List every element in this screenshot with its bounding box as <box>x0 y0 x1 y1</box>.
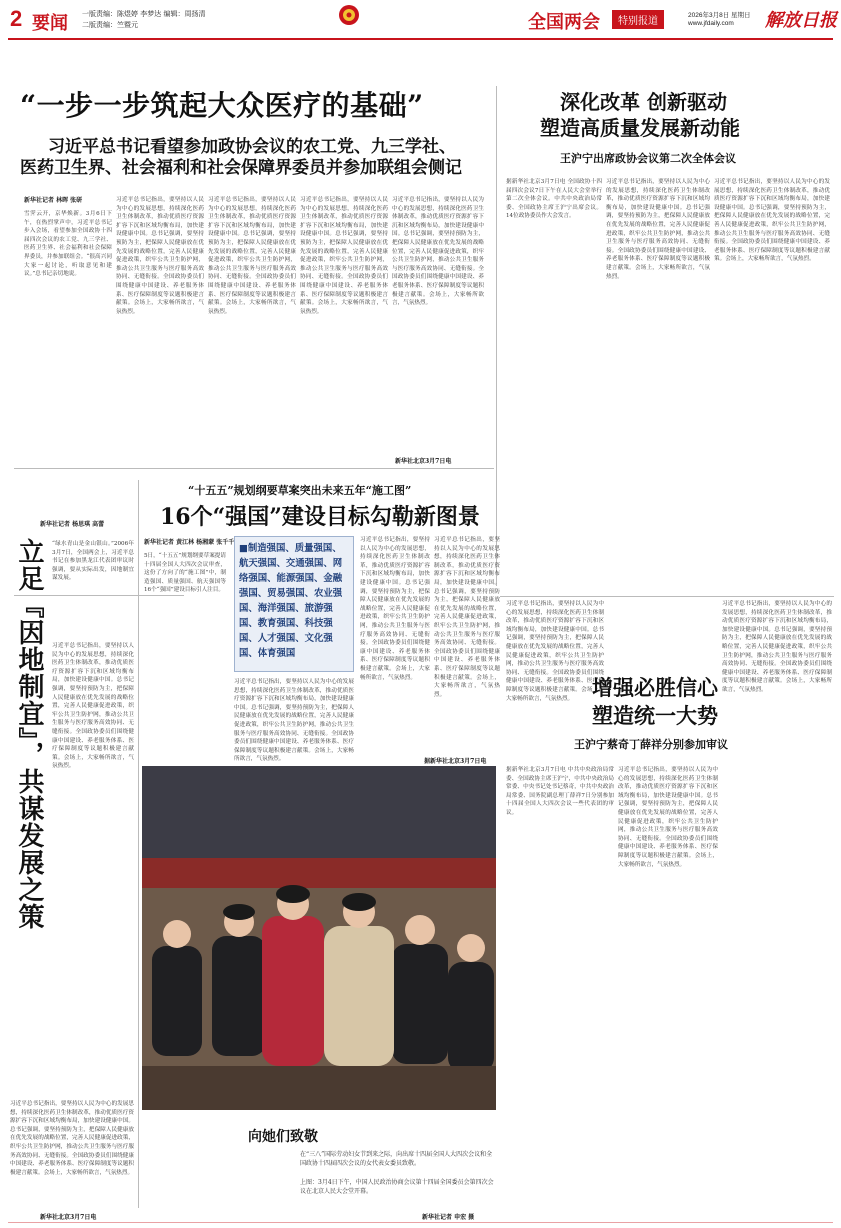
right-mid-subhead: 王沪宁蔡奇丁薛祥分别参加审议 <box>574 738 728 751</box>
header-rule <box>8 38 833 40</box>
column-divider <box>138 480 139 1208</box>
right-top-column: 习近平总书记指出，要坚持以人民为中心的发展思想，持续深化医药卫生体制改革，推动优质医疗资源扩容下沉和区域均衡布局，加快建设健康中国。总书记强调，要坚持预防为主，把保障人民健康放在优先发展的战略位置，完善人民健康促进政策，织牢公共卫生防护网，推动公共卫生服务与医疗服务高效协同、无缝衔接。全国政协委员们围绕健康中国建设、养老服务体系、医疗保障制度等议题积极建言献策。会场上，大家畅所欲言，气氛热烈。 <box>606 179 710 280</box>
right-top-lead: 据新华社北京3月7日电 全国政协十四届四次会议7日下午在人民大会堂举行第二次全体会议。中共中央政治局常委、全国政协主席王沪宁出席会议。14位政协委员作大会发言。 <box>506 179 602 220</box>
main-column: 习近平总书记指出，要坚持以人民为中心的发展思想，持续深化医药卫生体制改革，推动优质医疗资源扩容下沉和区域均衡布局，加快建设健康中国。总书记强调，要坚持预防为主，把保障人民健康放在优先发展的战略位置，完善人民健康促进政策，织牢公共卫生防护网，推动公共卫生服务与医疗服务高效协同、无缝衔接。全国政协委员们围绕健康中国建设、养老服务体系、医疗保障制度等议题积极建言献策。会场上，大家畅所欲言，气氛热烈。 <box>116 197 204 315</box>
page-number: 2 <box>10 6 23 31</box>
photo-caption-2: 上图：3月4日下午，中国人民政治协商会议第十四届全国委员会第四次会议在北京人民大会堂开幕。 <box>300 1179 494 1195</box>
issue-date: 2026年3月8日 星期日 <box>688 12 751 19</box>
right-top-headline-2: 塑造高质量发展新动能 <box>540 116 740 140</box>
feature-dateline: 据新华社北京3月7日电 <box>424 758 487 765</box>
divider <box>14 468 494 469</box>
photo-title: 向她们致敬 <box>248 1129 318 1145</box>
right-mid-column: 习近平总书记指出，要坚持以人民为中心的发展思想，持续深化医药卫生体制改革，推动优质医疗资源扩容下沉和区域均衡布局，加快建设健康中国。总书记强调，要坚持预防为主，把保障人民健康放在优先发展的战略位置，完善人民健康促进政策，织牢公共卫生防护网，推动公共卫生服务与医疗服务高效协同、无缝衔接。全国政协委员们围绕健康中国建设、养老服务体系、医疗保障制度等议题积极建言献策。会场上，大家畅所欲言，气氛热烈。 <box>506 601 604 702</box>
news-photo <box>142 766 496 1110</box>
strong-nation-list: ■制造强国、质量强国、航天强国、交通强国、网络强国、能源强国、金融强国、贸易强国、农业强国、海洋强国、旅游强国、教育强国、科技强国、人才强国、文化强国、体育强国 <box>239 543 343 659</box>
left-column: 习近平总书记指出，要坚持以人民为中心的发展思想，持续深化医药卫生体制改革，推动优质医疗资源扩容下沉和区域均衡布局，加快建设健康中国。总书记强调，要坚持预防为主，把保障人民健康放在优先发展的战略位置，完善人民健康促进政策，织牢公共卫生防护网，推动公共卫生服务与医疗服务高效协同、无缝衔接。全国政协委员们围绕健康中国建设、养老服务体系、医疗保障制度等议题积极建言献策。会场上，大家畅所欲言，气氛热烈。 <box>10 1101 134 1176</box>
feature-lead: 5日，“十五五”规划纲要草案提请十四届全国人大四次会议审查，这份了方向了的“施工图”中，制造强国、质量强国、航天强国等16个“强国”建设目标引人注目。 <box>144 553 226 594</box>
left-lead: “绿水青山是金山银山。”2006年3月7日，全国两会上，习近平总书记在参加黑龙江代表团审议时强调，要从实际出发，因地制宜谋发展。 <box>52 541 134 582</box>
main-headline: “一步一步筑起大众医疗的基础” <box>20 89 424 122</box>
right-mid-headline-1: 增强必胜信心 <box>592 675 718 700</box>
feature-kicker: “十五五”规划纲要草案突出未来五年“施工图” <box>188 484 412 497</box>
emblem-icon <box>338 4 360 30</box>
right-mid-lead: 据新华社北京3月7日电 中共中央政治局常委、全国政协主席王沪宁，中共中央政治局常委、中央书记处书记蔡奇，中共中央政治局常委、国务院副总理丁薛祥7日分别参加十四届全国人大四次会议一些代表团的审议。 <box>506 767 614 816</box>
right-top-subhead: 王沪宁出席政协会议第二次全体会议 <box>560 152 736 165</box>
left-vertical-headline: 立足『因地制宜』，共谋发展之策 <box>14 538 44 930</box>
strong-nation-box <box>234 536 354 672</box>
main-subhead-1: 习近平总书记看望参加政协会议的农工党、九三学社、 <box>48 137 456 157</box>
feature-headline: 16个“强国”建设目标勾勒新图景 <box>160 504 480 530</box>
main-column: 习近平总书记指出，要坚持以人民为中心的发展思想，持续深化医药卫生体制改革，推动优质医疗资源扩容下沉和区域均衡布局，加快建设健康中国。总书记强调，要坚持预防为主，把保障人民健康放在优先发展的战略位置，完善人民健康促进政策，织牢公共卫生防护网，推动公共卫生服务与医疗服务高效协同、无缝衔接。全国政协委员们围绕健康中国建设、养老服务体系、医疗保障制度等议题积极建言献策。会场上，大家畅所欲言，气氛热烈。 <box>392 197 484 307</box>
photo-caption: 在“三八”国际劳动妇女节到来之际，向出席十四届全国人大四次会议和全国政协十四届四次会议的女代表女委员致敬。 <box>300 1151 493 1167</box>
left-column: 习近平总书记指出，要坚持以人民为中心的发展思想，持续深化医药卫生体制改革，推动优质医疗资源扩容下沉和区域均衡布局，加快建设健康中国。总书记强调，要坚持预防为主，把保障人民健康放在优先发展的战略位置，完善人民健康促进政策，织牢公共卫生防护网，推动公共卫生服务与医疗服务高效协同、无缝衔接。全国政协委员们围绕健康中国建设、养老服务体系、医疗保障制度等议题积极建言献策。会场上，大家畅所欲言，气氛热烈。 <box>52 643 134 770</box>
feature-byline: 新华社记者 黄江林 杨湘蒙 张千千 <box>144 539 235 546</box>
footer-rule <box>8 1222 833 1223</box>
right-mid-column: 习近平总书记指出，要坚持以人民为中心的发展思想，持续深化医药卫生体制改革，推动优质医疗资源扩容下沉和区域均衡布局，加快建设健康中国。总书记强调，要坚持预防为主，把保障人民健康放在优先发展的战略位置，完善人民健康促进政策，织牢公共卫生防护网，推动公共卫生服务与医疗服务高效协同、无缝衔接。全国政协委员们围绕健康中国建设、养老服务体系、医疗保障制度等议题积极建言献策。会场上，大家畅所欲言，气氛热烈。 <box>618 767 718 868</box>
section-name: 要闻 <box>32 13 68 34</box>
right-top-column: 习近平总书记指出，要坚持以人民为中心的发展思想，持续深化医药卫生体制改革，推动优质医疗资源扩容下沉和区域均衡布局，加快建设健康中国。总书记强调，要坚持预防为主，把保障人民健康放在优先发展的战略位置，完善人民健康促进政策，织牢公共卫生防护网，推动公共卫生服务与医疗服务高效协同、无缝衔接。全国政协委员们围绕健康中国建设、养老服务体系、医疗保障制度等议题积极建言献策。会场上，大家畅所欲言，气氛热烈。 <box>714 179 830 263</box>
right-top-headline-1: 深化改革 创新驱动 <box>560 90 727 114</box>
feature-column: 习近平总书记指出，要坚持以人民为中心的发展思想，持续深化医药卫生体制改革，推动优质医疗资源扩容下沉和区域均衡布局，加快建设健康中国。总书记强调，要坚持预防为主，把保障人民健康放在优先发展的战略位置，完善人民健康促进政策，织牢公共卫生防护网，推动公共卫生服务与医疗服务高效协同、无缝衔接。全国政协委员们围绕健康中国建设、养老服务体系、医疗保障制度等议题积极建言献策。会场上，大家畅所欲言，气氛热烈。 <box>234 679 354 763</box>
feature-column: 习近平总书记指出，要坚持以人民为中心的发展思想，持续深化医药卫生体制改革，推动优质医疗资源扩容下沉和区域均衡布局，加快建设健康中国。总书记强调，要坚持预防为主，把保障人民健康放在优先发展的战略位置，完善人民健康促进政策，织牢公共卫生防护网，推动公共卫生服务与医疗服务高效协同、无缝衔接。全国政协委员们围绕健康中国建设、养老服务体系、医疗保障制度等议题积极建言献策。会场上，大家畅所欲言，气氛热烈。 <box>434 537 500 698</box>
website-url[interactable]: www.jfdaily.com <box>688 20 734 27</box>
newspaper-logo: 解放日报 <box>765 10 837 31</box>
banner-title: 全国两会 <box>528 12 600 33</box>
main-column: 习近平总书记指出，要坚持以人民为中心的发展思想，持续深化医药卫生体制改革，推动优质医疗资源扩容下沉和区域均衡布局，加快建设健康中国。总书记强调，要坚持预防为主，把保障人民健康放在优先发展的战略位置，完善人民健康促进政策，织牢公共卫生防护网，推动公共卫生服务与医疗服务高效协同、无缝衔接。全国政协委员们围绕健康中国建设、养老服务体系、医疗保障制度等议题积极建言献策。会场上，大家畅所欲言，气氛热烈。 <box>300 197 388 315</box>
divider <box>500 596 834 597</box>
right-mid-column: 习近平总书记指出，要坚持以人民为中心的发展思想，持续深化医药卫生体制改革，推动优质医疗资源扩容下沉和区域均衡布局，加快建设健康中国。总书记强调，要坚持预防为主，把保障人民健康放在优先发展的战略位置，完善人民健康促进政策，织牢公共卫生防护网，推动公共卫生服务与医疗服务高效协同、无缝衔接。全国政协委员们围绕健康中国建设、养老服务体系、医疗保障制度等议题积极建言献策。会场上，大家畅所欲言，气氛热烈。 <box>722 601 832 693</box>
main-subhead-2: 医药卫生界、社会福利和社会保障界委员并参加联组会侧记 <box>20 158 462 178</box>
left-dateline: 新华社北京3月7日电 <box>40 1214 97 1221</box>
main-byline: 新华社记者 林晖 张研 <box>24 197 83 204</box>
right-mid-headline-2: 塑造统一大势 <box>592 703 718 728</box>
column-divider <box>496 86 497 586</box>
feature-column: 习近平总书记指出，要坚持以人民为中心的发展思想，持续深化医药卫生体制改革，推动优质医疗资源扩容下沉和区域均衡布局，加快建设健康中国。总书记强调，要坚持预防为主，把保障人民健康放在优先发展的战略位置，完善人民健康促进政策，织牢公共卫生防护网，推动公共卫生服务与医疗服务高效协同、无缝衔接。全国政协委员们围绕健康中国建设、养老服务体系、医疗保障制度等议题积极建言献策。会场上，大家畅所欲言，气氛热烈。 <box>360 537 430 681</box>
editors-line: 一版责编：陈煜婷 李梦达 编辑：周扬清 <box>82 10 206 18</box>
banner-tag: 特别报道 <box>612 10 664 29</box>
left-byline: 新华社记者 杨思琪 高蕾 <box>40 521 105 528</box>
editors-line-2: 二版责编：竺暨元 <box>82 21 138 29</box>
main-dateline: 新华社北京3月7日电 <box>395 458 452 465</box>
main-lead-paragraph: 雪霁云开，京华焕新。3月6日下午，在热烈掌声中，习近平总书记步入会场，看望参加全国政协十四届四次会议的农工党、九三学社、医药卫生界、社会福利和社会保障界委员，并参加联组会。“很高兴同大家一起讨论，听取意见和建议。”总书记亲切地说。 <box>24 211 112 278</box>
photo-credit: 新华社记者 申宏 摄 <box>422 1214 475 1221</box>
main-column: 习近平总书记指出，要坚持以人民为中心的发展思想，持续深化医药卫生体制改革，推动优质医疗资源扩容下沉和区域均衡布局，加快建设健康中国。总书记强调，要坚持预防为主，把保障人民健康放在优先发展的战略位置，完善人民健康促进政策，织牢公共卫生防护网，推动公共卫生服务与医疗服务高效协同、无缝衔接。全国政协委员们围绕健康中国建设、养老服务体系、医疗保障制度等议题积极建言献策。会场上，大家畅所欲言，气氛热烈。 <box>208 197 296 315</box>
